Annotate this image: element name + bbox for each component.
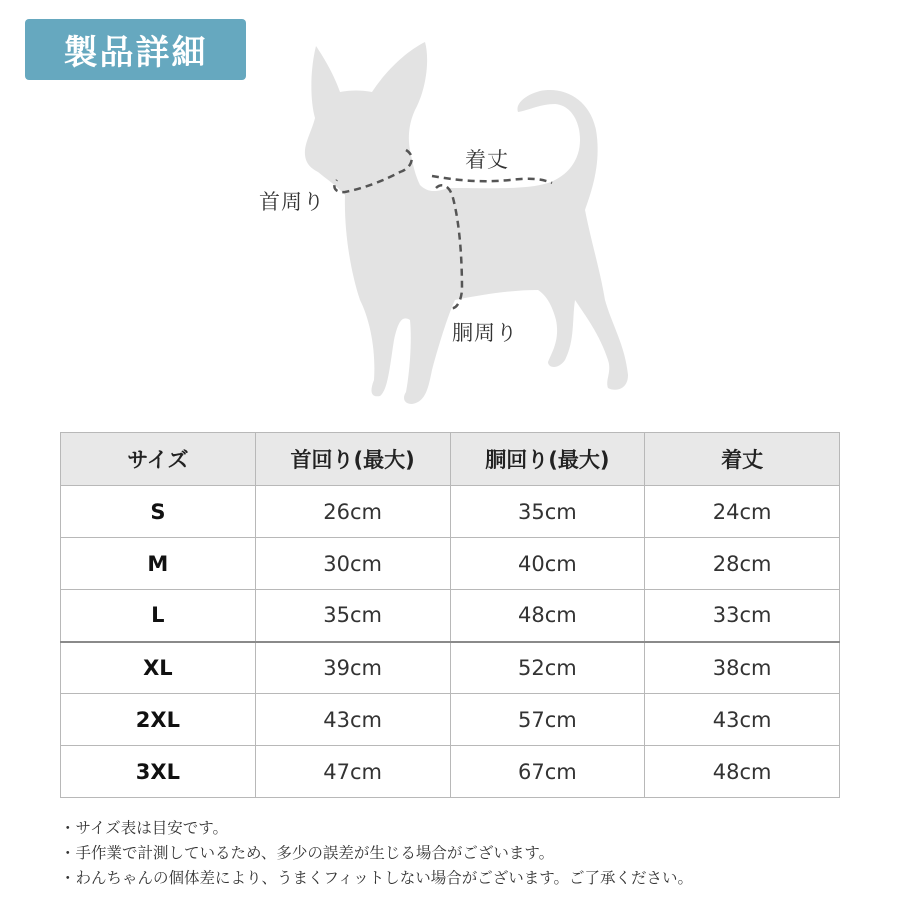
length-cell: 38cm	[645, 642, 840, 694]
chest-cell: 35cm	[450, 486, 645, 538]
length-cell: 48cm	[645, 746, 840, 798]
length-cell: 24cm	[645, 486, 840, 538]
size-cell: M	[61, 538, 256, 590]
size-cell: 2XL	[61, 694, 256, 746]
table-row	[61, 746, 840, 798]
size-table	[60, 432, 840, 798]
size-cell: S	[61, 486, 256, 538]
chest-label: 胴周り	[452, 321, 518, 345]
neck-cell: 39cm	[255, 642, 450, 694]
chest-cell: 40cm	[450, 538, 645, 590]
note-line: ・サイズ表は目安です。	[60, 819, 229, 837]
table-row	[61, 642, 840, 694]
chest-cell: 48cm	[450, 590, 645, 642]
chest-cell: 67cm	[450, 746, 645, 798]
table-row	[61, 694, 840, 746]
table-row	[61, 486, 840, 538]
note-line: ・わんちゃんの個体差により、うまくフィットしない場合がございます。ご了承ください。	[60, 869, 694, 887]
header-neck: 首回り(最大)	[255, 433, 450, 486]
chest-cell: 57cm	[450, 694, 645, 746]
neck-cell: 47cm	[255, 746, 450, 798]
dog-silhouette-icon	[0, 0, 900, 420]
neck-label: 首周り	[259, 190, 325, 214]
length-cell: 28cm	[645, 538, 840, 590]
size-cell: L	[61, 590, 256, 642]
size-notes	[60, 816, 693, 891]
neck-cell: 26cm	[255, 486, 450, 538]
note-line: ・手作業で計測しているため、多少の誤差が生じる場合がございます。	[60, 844, 555, 862]
table-row	[61, 538, 840, 590]
header-chest: 胴回り(最大)	[450, 433, 645, 486]
neck-cell: 30cm	[255, 538, 450, 590]
neck-cell: 35cm	[255, 590, 450, 642]
neck-cell: 43cm	[255, 694, 450, 746]
header-size: サイズ	[61, 433, 256, 486]
table-header-row	[61, 433, 840, 486]
length-cell: 43cm	[645, 694, 840, 746]
header-length: 着丈	[645, 433, 840, 486]
size-cell: XL	[61, 642, 256, 694]
size-cell: 3XL	[61, 746, 256, 798]
title-badge: 製品詳細	[25, 19, 246, 80]
chest-cell: 52cm	[450, 642, 645, 694]
length-label: 着丈	[465, 148, 509, 172]
table-row	[61, 590, 840, 642]
measurement-diagram	[0, 0, 900, 420]
length-cell: 33cm	[645, 590, 840, 642]
